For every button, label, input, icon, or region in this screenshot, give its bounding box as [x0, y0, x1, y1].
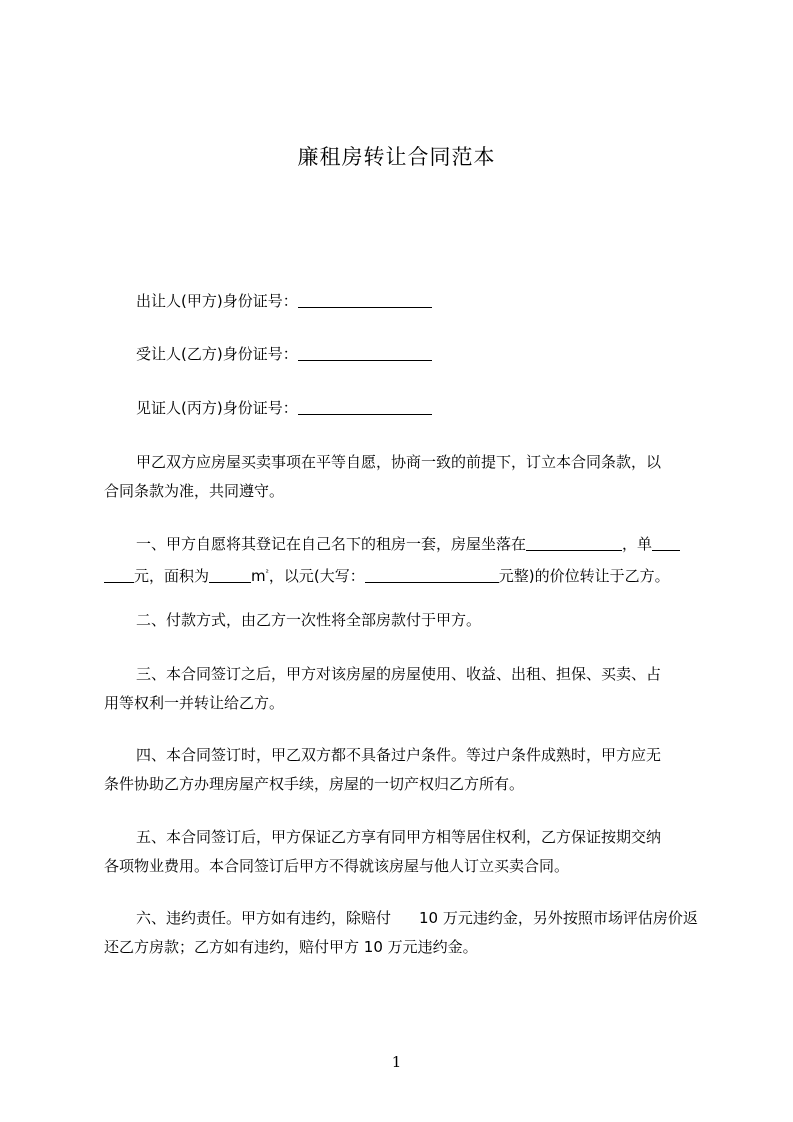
clause-5-line-1: 五、本合同签订后，甲方保证乙方享有同甲方相等居住权利，乙方保证按期交纳: [136, 828, 662, 846]
clause-4-line-1: 四、本合同签订时，甲乙双方都不具备过户条件。等过户条件成熟时，甲方应无: [136, 746, 662, 764]
clause-6-text-b: 10 万元违约金，另外按照市场评估房价返: [419, 909, 698, 927]
party-b-line: [136, 339, 746, 369]
clause-6-text-a: 六、违约责任。甲方如有违约，除赔付: [136, 909, 392, 927]
document-title: 廉租房转让合同范本: [297, 145, 496, 169]
location-blank[interactable]: [526, 532, 622, 551]
clause-3-line-2: 用等权利一并转让给乙方。: [104, 694, 285, 712]
price-uppercase-blank[interactable]: [365, 564, 499, 583]
unit-blank-b[interactable]: [104, 564, 134, 583]
clause-1-text-c: 元，面积为: [134, 567, 210, 585]
clause-3-line-1: 三、本合同签订之后，甲方对该房屋的房屋使用、收益、出租、担保、买卖、占: [136, 665, 662, 683]
preamble-line-2: 合同条款为准，共同遵守。: [104, 482, 285, 500]
clause-2-line: 二、付款方式，由乙方一次性将全部房款付于甲方。: [136, 611, 482, 629]
party-a-label: 出让人(甲方)身份证号：: [136, 292, 298, 310]
party-b-id-blank[interactable]: [298, 342, 432, 361]
party-b-label: 受让人(乙方)身份证号：: [136, 345, 298, 363]
party-c-label: 见证人(丙方)身份证号：: [136, 399, 298, 417]
clause-1-text-b: ，单: [622, 535, 653, 553]
unit-blank-a[interactable]: [652, 532, 680, 551]
clause-1-text-e: 元整)的价位转让于乙方。: [498, 567, 670, 585]
party-c-line: [136, 393, 746, 423]
party-a-id-blank[interactable]: [298, 289, 432, 308]
area-unit: m: [251, 567, 266, 585]
clause-1-text-a: 一、甲方自愿将其登记在自己名下的租房一套，房屋坐落在: [136, 535, 527, 553]
party-c-id-blank[interactable]: [298, 396, 432, 415]
clause-5-line-2: 各项物业费用。本合同签订后甲方不得就该房屋与他人订立买卖合同。: [104, 857, 570, 875]
clause-1-text-d: ，以元(大写：: [268, 567, 365, 585]
preamble-line-1: 甲乙双方应房屋买卖事项在平等自愿，协商一致的前提下，订立本合同条款，以: [136, 453, 662, 471]
party-a-line: [136, 286, 746, 316]
clause-1-line-1: [136, 529, 746, 559]
area-unit-superscript: ²: [265, 568, 269, 577]
clause-6-line-1: [136, 903, 746, 933]
clause-1-line-2: [104, 558, 714, 591]
clause-4-line-2: 条件协助乙方办理房屋产权手续，房屋的一切产权归乙方所有。: [104, 775, 525, 793]
area-blank[interactable]: [209, 564, 251, 583]
page-number: 1: [391, 1053, 402, 1071]
clause-6-line-2: 还乙方房款；乙方如有违约，赔付甲方 10 万元违约金。: [104, 938, 478, 956]
